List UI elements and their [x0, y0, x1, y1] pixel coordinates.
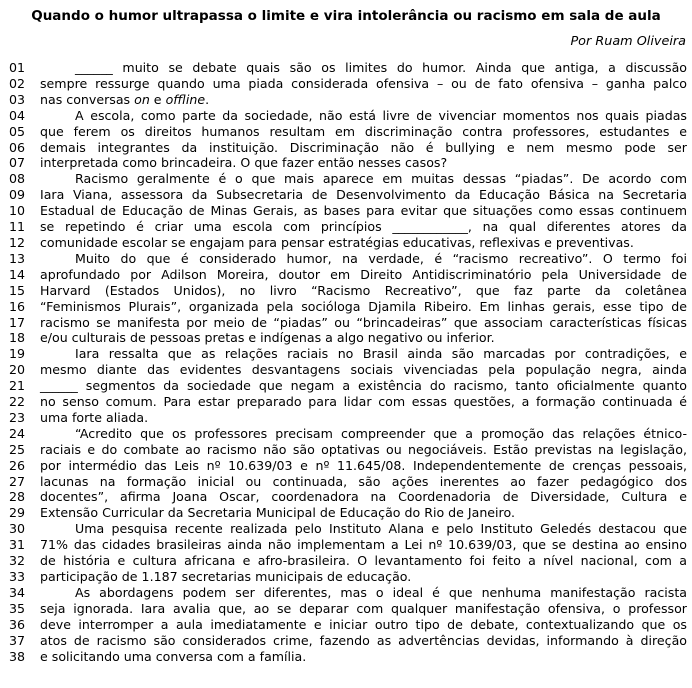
line-text: raciais e do combate ao racismo não são optativas ou negociáveis. Estão previstas na legislação,: [40, 441, 687, 457]
line-number: 23: [9, 409, 26, 425]
line-text: mesmo diante das evidentes desvantagens sociais vivenciadas pela população negra, ainda: [40, 362, 687, 378]
plain-text: .: [205, 91, 210, 107]
line-text: no senso comum. Para estar preparado para lidar com essas questões, a formação continuada é: [40, 394, 687, 410]
line-text: e solicitando uma conversa com a família.: [40, 648, 307, 664]
line-text: [40, 92, 687, 108]
line-text: Estadual de Educação de Minas Gerais, as bases para evitar que situações como essas continuem: [40, 203, 687, 219]
text-line: [0, 489, 692, 505]
line-text: racismo se manifesta por meio de “piadas” ou “brincadeiras” que associam características físicas: [40, 314, 687, 330]
text-line: [0, 235, 692, 251]
line-number: 19: [9, 346, 26, 362]
line-number: 34: [9, 584, 26, 600]
text-line: [0, 633, 692, 649]
line-text: por intermédio das Leis nº 10.639/03 e nº 11.645/08. Independentemente de crenças pessoais,: [40, 457, 687, 473]
line-text: aprofundado por Adilson Moreira, doutor em Direito Antidiscriminatório pela Universidade de: [40, 266, 687, 282]
author-byline: Por Ruam Oliveira: [570, 34, 686, 49]
italic-text: offline: [165, 91, 206, 107]
line-number: 26: [9, 457, 26, 473]
line-number: 02: [9, 75, 26, 91]
line-number: 09: [9, 187, 26, 203]
line-text: docentes”, afirma Joana Oscar, coordenadora na Coordenadoria de Diversidade, Cultura e: [40, 489, 687, 505]
line-text: se repetindo é criar uma escola com princípios ____________, na qual diferentes atores da: [40, 219, 687, 235]
text-line: [0, 171, 692, 187]
line-number: 11: [9, 219, 26, 235]
text-line: [0, 92, 692, 108]
line-text: atos de racismo são considerados crime, fazendo as advertências devidas, informando à direção: [40, 632, 687, 648]
text-line: [0, 537, 692, 553]
line-number: 06: [9, 139, 26, 155]
text-line: [0, 251, 692, 267]
text-line: [0, 474, 692, 490]
line-text: demais integrantes da instituição. Discriminação não é bullying e nem mesmo pode ser: [40, 139, 687, 155]
line-number: 14: [9, 266, 26, 282]
text-line: [0, 124, 692, 140]
line-text: As abordagens podem ser diferentes, mas o ideal é que nenhuma manifestação racista: [75, 584, 687, 600]
line-number: 03: [9, 91, 26, 107]
line-number: 10: [9, 203, 26, 219]
line-number: 27: [9, 473, 26, 489]
line-number: 08: [9, 171, 26, 187]
text-line: [0, 378, 692, 394]
line-text: “Acredito que os professores precisam compreender que a promoção das relações étnico-: [75, 425, 687, 441]
line-text: Harvard (Estados Unidos), no livro “Racismo Recreativo”, que faz parte da coletânea: [40, 282, 687, 298]
line-text: A escola, como parte da sociedade, não está livre de vivenciar momentos nos quais piadas: [75, 107, 687, 123]
line-text: “Feminismos Plurais”, organizada pela socióloga Djamila Ribeiro. Em linhas gerais, esse tipo de: [40, 298, 687, 314]
line-text: Iara Viana, assessora da Subsecretaria de Desenvolvimento da Educação Básica na Secretaria: [40, 187, 687, 203]
line-number: 38: [9, 648, 26, 664]
line-number: 33: [9, 569, 26, 584]
line-text: sempre ressurge quando uma piada considerada ofensiva – ou de fato ofensiva – ganha palco: [40, 75, 687, 91]
line-text: e/ou culturais de pessoas pretas e indígenas a algo negativo ou inferior.: [40, 330, 495, 346]
text-line: [0, 330, 692, 346]
text-line: [0, 521, 692, 537]
line-number: 24: [9, 425, 26, 441]
line-text: de história e cultura africana e afro-brasileira. O levantamento foi feito a nível nacional, com a: [40, 553, 687, 569]
text-line: [0, 315, 692, 331]
text-line: [0, 553, 692, 569]
text-line: [0, 299, 692, 315]
text-line: [0, 649, 692, 665]
text-line: [0, 155, 692, 171]
line-text: uma forte aliada.: [40, 409, 149, 425]
line-number: 01: [9, 60, 26, 75]
line-text: deve interromper a aula imediatamente e iniciar outro tipo de debate, contextualizando que os: [40, 616, 687, 632]
line-number: 35: [9, 600, 26, 616]
line-text: que ferem os direitos humanos resultam em discriminação contra professores, estudantes e: [40, 123, 687, 139]
text-line: [0, 187, 692, 203]
line-number: 28: [9, 489, 26, 505]
document-body: [0, 60, 692, 664]
line-text: Extensão Curricular da Secretaria Municipal de Educação do Rio de Janeiro.: [40, 505, 515, 521]
text-line: [0, 283, 692, 299]
line-text: comunidade escolar se engajam para pensar estratégias educativas, reflexivas e preventivas.: [40, 234, 634, 250]
line-text: 71% das cidades brasileiras ainda não implementam a Lei nº 10.639/03, que se destina ao ensino: [40, 537, 687, 553]
line-text: ______ segmentos da sociedade que negam a existência do racismo, tanto oficialmente quanto: [40, 378, 687, 394]
line-text: interpretada como brincadeira. O que fazer então nesses casos?: [40, 155, 448, 171]
line-number: 30: [9, 521, 26, 537]
text-line: [0, 410, 692, 426]
line-text: Racismo geralmente é o que mais aparece em muitas dessas “piadas”. De acordo com: [75, 171, 687, 187]
line-number: 31: [9, 537, 26, 553]
line-text: Iara ressalta que as relações raciais no Brasil ainda são marcadas por contradições, e: [75, 346, 687, 362]
line-number: 22: [9, 394, 26, 410]
text-line: [0, 60, 692, 76]
line-number: 12: [9, 234, 26, 250]
line-number: 07: [9, 155, 26, 171]
line-text: ______ muito se debate quais são os limites do humor. Ainda que antiga, a discussão: [75, 60, 687, 75]
line-number: 20: [9, 362, 26, 378]
line-number: 18: [9, 330, 26, 346]
line-number: 36: [9, 616, 26, 632]
text-line: [0, 108, 692, 124]
text-line: [0, 617, 692, 633]
text-line: [0, 362, 692, 378]
text-line: [0, 219, 692, 235]
plain-text: e: [149, 91, 166, 107]
text-line: [0, 585, 692, 601]
text-line: [0, 394, 692, 410]
text-line: [0, 426, 692, 442]
line-number: 16: [9, 298, 26, 314]
text-line: [0, 203, 692, 219]
line-number: 04: [9, 107, 26, 123]
text-line: [0, 458, 692, 474]
text-line: [0, 505, 692, 521]
line-number: 32: [9, 553, 26, 569]
line-number: 25: [9, 441, 26, 457]
page-title: Quando o humor ultrapassa o limite e vira intolerância ou racismo em sala de aula: [31, 8, 661, 24]
text-line: [0, 569, 692, 585]
italic-text: on: [134, 91, 150, 107]
line-number: 17: [9, 314, 26, 330]
line-number: 05: [9, 123, 26, 139]
line-text: lacunas na formação inicial ou continuada, são ações inerentes ao fazer pedagógico dos: [40, 473, 687, 489]
text-line: [0, 601, 692, 617]
line-text: Muito do que é considerado humor, na verdade, é “racismo recreativo”. O termo foi: [75, 250, 687, 266]
line-text: participação de 1.187 secretarias municipais de educação.: [40, 569, 412, 584]
line-number: 37: [9, 632, 26, 648]
line-number: 15: [9, 282, 26, 298]
text-line: [0, 140, 692, 156]
plain-text: nas conversas: [40, 91, 135, 107]
text-line: [0, 76, 692, 92]
line-number: 29: [9, 505, 26, 521]
text-line: [0, 442, 692, 458]
text-line: [0, 267, 692, 283]
line-number: 21: [9, 378, 26, 394]
line-number: 13: [9, 250, 26, 266]
line-text: seja ignorada. Iara avalia que, ao se deparar com qualquer manifestação ofensiva, o professor: [40, 600, 687, 616]
text-line: [0, 346, 692, 362]
line-text: Uma pesquisa recente realizada pelo Instituto Alana e pelo Instituto Geledés destacou que: [75, 521, 687, 537]
